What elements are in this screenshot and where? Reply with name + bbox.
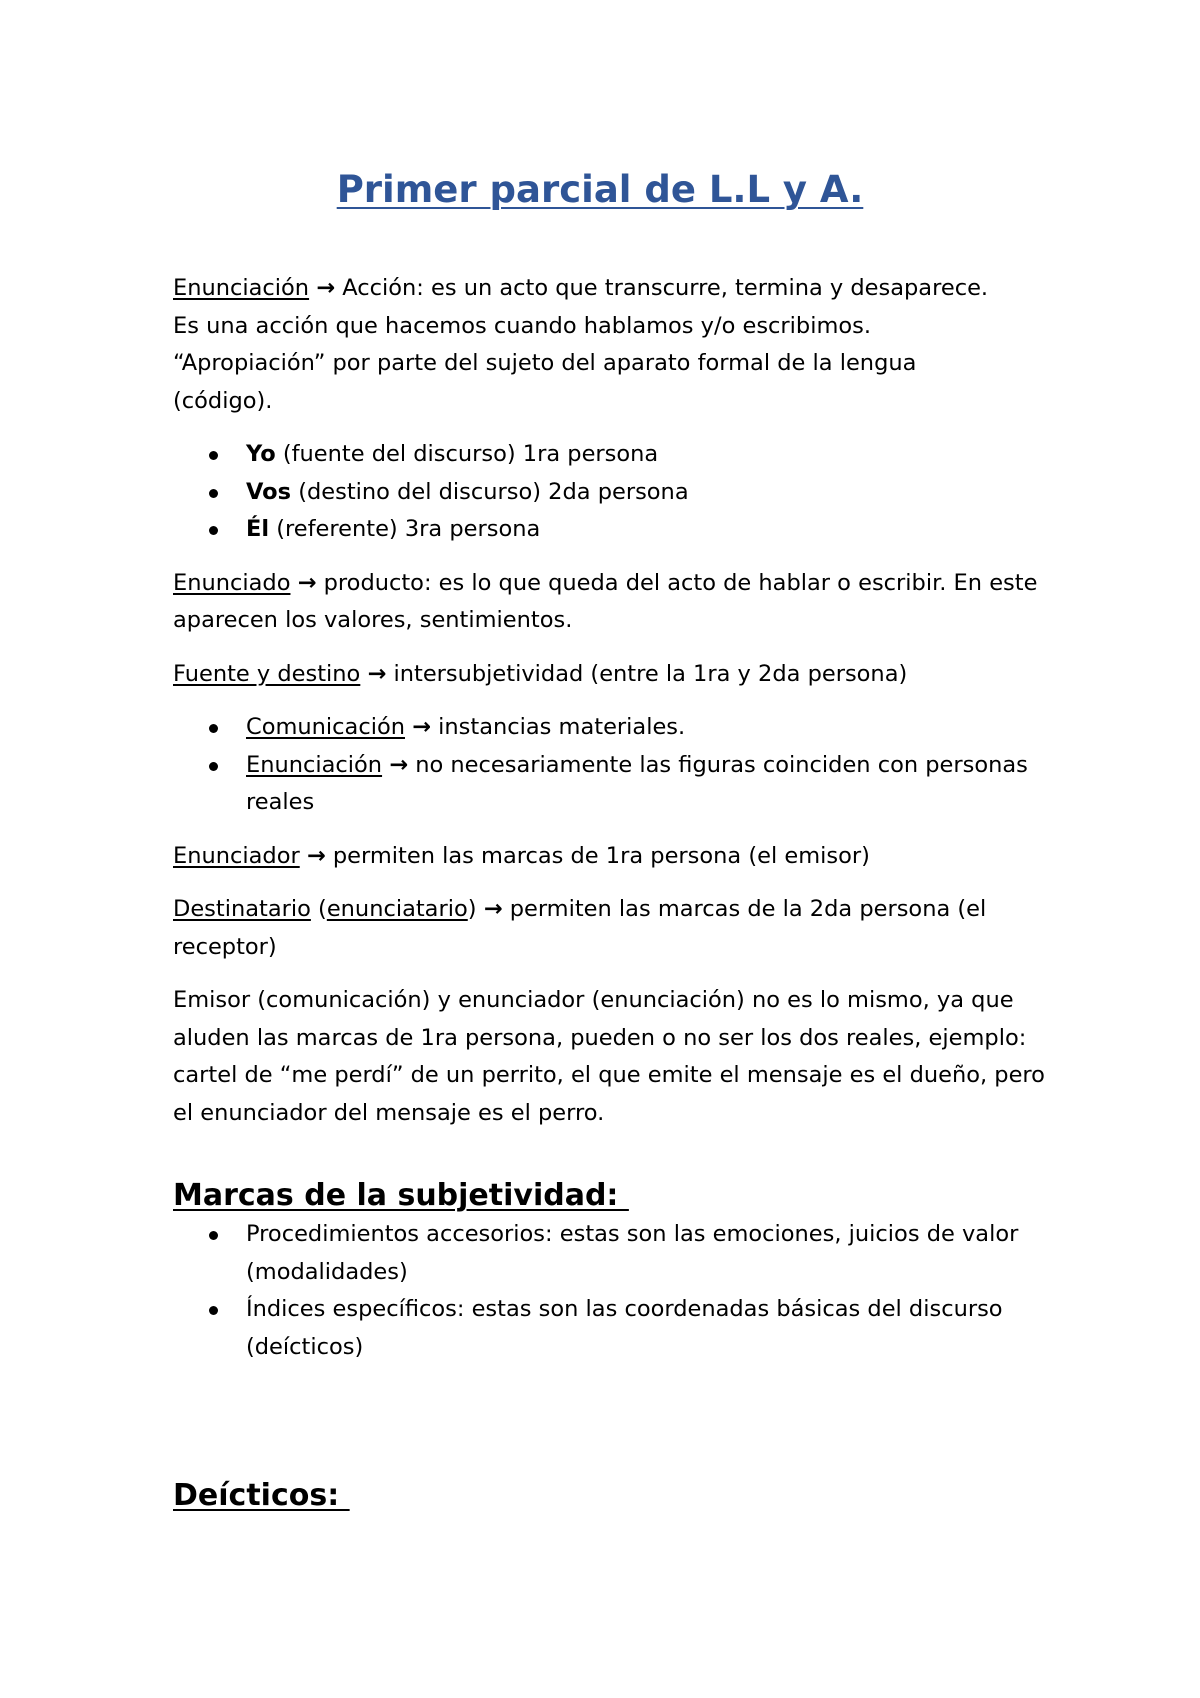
enunciado-text: producto: es lo que queda del acto de hablar o escribir. En este aparecen los valores, sentimientos.: [173, 569, 1038, 633]
list-item: [173, 709, 1053, 747]
arrow-icon: →: [367, 660, 387, 687]
bullet-icon: [209, 489, 218, 498]
arrow-icon: →: [316, 275, 336, 301]
list-item: [173, 436, 1053, 474]
fuente-text: intersubjetividad (entre la 1ra y 2da persona): [386, 660, 908, 687]
bullet-icon: [209, 762, 218, 771]
paren-close: ): [467, 896, 477, 922]
person-description: (fuente del discurso) 1ra persona: [275, 441, 659, 467]
arrow-icon: →: [483, 896, 503, 922]
enunciador-text: permiten las marcas de 1ra persona (el emisor): [325, 842, 870, 869]
bullet-icon: [209, 451, 218, 460]
term-enunciado: Enunciado: [173, 569, 291, 596]
marcas-list: [173, 1216, 1053, 1366]
arrow-icon: →: [412, 714, 431, 740]
item-text: no necesariamente las figuras coinciden con personas reales: [246, 751, 1028, 815]
instancias-list: [173, 709, 1053, 822]
term-enunciatario: enunciatario: [326, 896, 468, 922]
persons-list: [173, 436, 1053, 549]
list-item: [173, 1216, 1053, 1291]
item-text: instancias materiales.: [431, 714, 686, 740]
list-item: [173, 474, 1053, 512]
fuente-paragraph: [173, 656, 1053, 694]
bullet-icon: [209, 526, 218, 535]
paren-open: (: [310, 896, 327, 922]
section-heading-marcas: Marcas de la subjetividad:: [173, 1178, 629, 1213]
term-enunciacion: Enunciación: [173, 275, 310, 301]
item-text: Índices específicos: estas son las coordenadas básicas del discurso (deícticos): [246, 1296, 1003, 1360]
document-body: [173, 270, 1053, 1516]
bullet-icon: [209, 1231, 218, 1240]
enunciador-paragraph: [173, 838, 1053, 876]
person-description: (destino del discurso) 2da persona: [291, 478, 689, 505]
list-item: [173, 1291, 1053, 1366]
enunciacion-paragraph: [173, 270, 1053, 420]
arrow-icon: →: [297, 569, 317, 596]
bullet-icon: [209, 1306, 218, 1315]
enunciacion-line2: Es una acción que hacemos cuando hablamos y/o escribimos.: [173, 312, 872, 339]
destinatario-paragraph: [173, 891, 1053, 966]
enunciado-paragraph: [173, 565, 1053, 640]
enunciacion-line1: Acción: es un acto que transcurre, termina y desaparece.: [335, 275, 989, 301]
person-label: Vos: [246, 478, 292, 505]
person-label: Él: [246, 516, 270, 542]
person-label: Yo: [246, 441, 276, 467]
destinatario-text: permiten las marcas de la 2da persona (el receptor): [173, 896, 987, 960]
section-heading-deicticos: Deícticos:: [173, 1478, 350, 1513]
emisor-paragraph: Emisor (comunicación) y enunciador (enunciación) no es lo mismo, ya que aluden las marcas de 1ra persona, pueden o no ser los dos reales, ejemplo: cartel de “me perdí” de un perrito, el que emite el mensaje es el dueño, pero el enunciador del mensaje es el perro.: [173, 987, 1045, 1126]
list-item: [173, 747, 1053, 822]
page-title: Primer parcial de L.L y A.: [336, 168, 864, 211]
arrow-icon: →: [389, 751, 409, 778]
term-destinatario: Destinatario: [173, 896, 311, 922]
arrow-icon: →: [306, 842, 326, 869]
term-comunicacion: Comunicación: [246, 714, 405, 740]
person-description: (referente) 3ra persona: [269, 516, 541, 542]
term-fuente-destino: Fuente y destino: [173, 660, 361, 687]
bullet-icon: [209, 724, 218, 733]
term-enunciador: Enunciador: [173, 842, 300, 869]
list-item: [173, 511, 1053, 549]
enunciacion-line3: “Apropiación” por parte del sujeto del aparato formal de la lengua: [173, 350, 917, 376]
item-text: Procedimientos accesorios: estas son las emociones, juicios de valor (modalidades): [246, 1221, 1019, 1285]
term-enunciacion: Enunciación: [246, 751, 383, 778]
enunciacion-line4: (código).: [173, 387, 273, 414]
